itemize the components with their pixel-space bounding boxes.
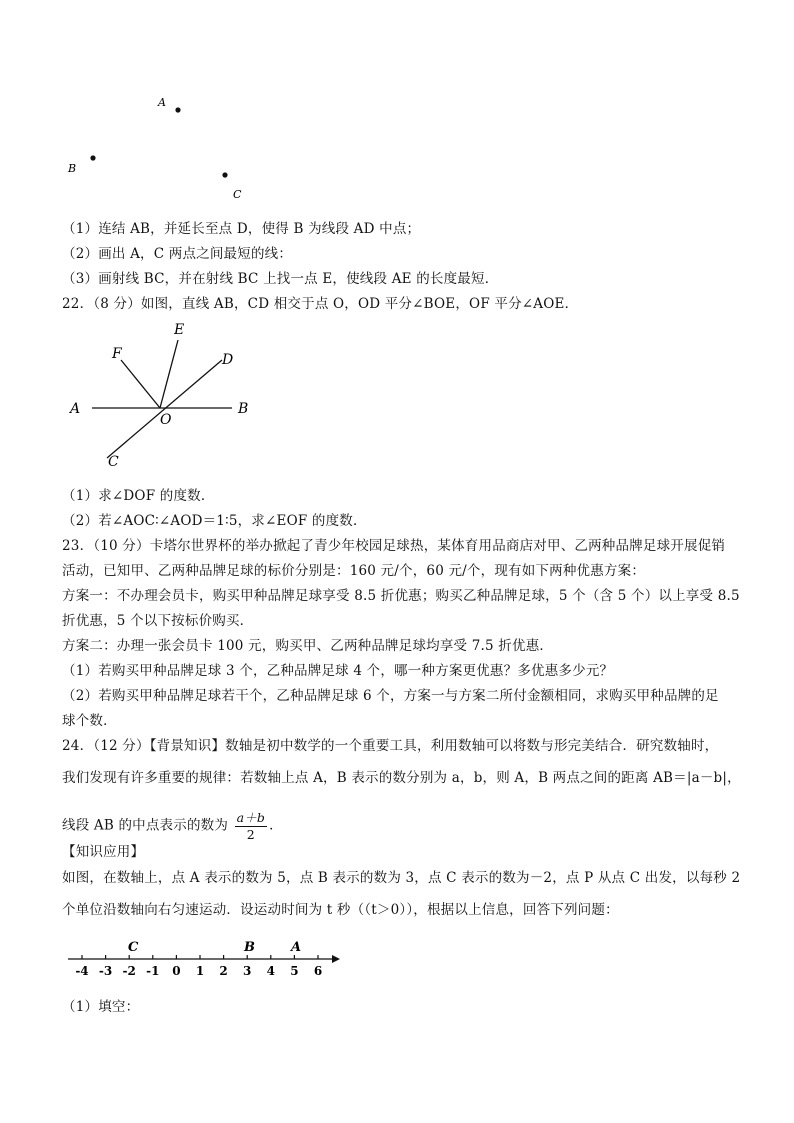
axis-tick-label: 3 bbox=[243, 964, 252, 978]
q23-line-6: （1）若购买甲种品牌足球 3 个，乙种品牌足球 4 个，哪一种方案更优惠？多优惠多少元？ bbox=[62, 663, 614, 679]
axis-tick-label: 6 bbox=[313, 964, 323, 978]
axis-point-c-label: C bbox=[128, 940, 139, 955]
axis-tick-label: 2 bbox=[219, 964, 228, 978]
q24-line-3-start: 线段 AB 的中点表示的数为 bbox=[62, 817, 229, 834]
q21-step-1: （1）连结 AB，并延长至点 D，使得 B 为线段 AD 中点； bbox=[62, 221, 421, 237]
axis-point-a-label: A bbox=[291, 940, 302, 955]
q22-part-2: （2）若∠AOC∶∠AOD＝1∶5，求∠EOF 的度数． bbox=[62, 513, 367, 529]
q22-figure bbox=[62, 318, 272, 473]
ray-of bbox=[121, 360, 160, 408]
q24-midpoint-text bbox=[62, 810, 283, 842]
label-b: B bbox=[238, 401, 249, 417]
fraction-denominator: 2 bbox=[246, 826, 255, 842]
axis-tick-label: -1 bbox=[146, 964, 160, 978]
axis-tick-label: 5 bbox=[290, 964, 299, 978]
point-b-dot bbox=[90, 155, 95, 160]
axis-tick-label: 0 bbox=[172, 964, 181, 978]
axis-point-b-label: B bbox=[244, 940, 255, 955]
q24-part-1: （1）填空： bbox=[62, 999, 140, 1015]
point-c-dot bbox=[222, 172, 227, 177]
q23-line-3: 方案一：不办理会员卡，购买甲种品牌足球享受 8.5 折优惠；购买乙种品牌足球，5 个（含 5 个）以上享受 8.5 bbox=[62, 588, 740, 604]
point-a-dot bbox=[175, 107, 180, 112]
number-line bbox=[62, 935, 352, 980]
line-cd bbox=[107, 360, 222, 458]
label-o: O bbox=[160, 412, 172, 428]
q23-line-5: 方案二：办理一张会员卡 100 元，购买甲、乙两种品牌足球均享受 7.5 折优惠． bbox=[62, 638, 554, 654]
q23-line-1: 23．（10 分）卡塔尔世界杯的举办掀起了青少年校园足球热，某体育用品商店对甲、乙两种品牌足球开展促销 bbox=[62, 538, 726, 554]
point-c-label: C bbox=[233, 188, 242, 201]
label-f: F bbox=[112, 346, 122, 362]
ray-oe bbox=[160, 340, 178, 408]
q22-part-1: （1）求∠DOF 的度数． bbox=[62, 488, 215, 504]
q24-line-2: 我们发现有许多重要的规律：若数轴上点 A，B 表示的数分别为 a，b，则 A，B 两点之间的距离 AB＝|a－b|， bbox=[62, 770, 741, 786]
label-c: C bbox=[108, 454, 119, 470]
axis-tick-label: 1 bbox=[195, 964, 205, 978]
q24-line-6: 个单位沿数轴向右匀速运动．设运动时间为 t 秒（（t＞0）），根据以上信息，回答下列问题： bbox=[62, 902, 619, 918]
q24-line-1: 24．（12 分）【背景知识】数轴是初中数学的一个重要工具，利用数轴可以将数与形完美结合．研究数轴时， bbox=[62, 738, 719, 754]
label-d: D bbox=[222, 352, 234, 368]
axis-tick-label: -4 bbox=[75, 964, 89, 978]
q22-heading: 22．（8 分）如图，直线 AB，CD 相交于点 O，OD 平分∠BOE，OF 平分∠AOE． bbox=[62, 296, 579, 312]
axis-arrow bbox=[332, 955, 340, 963]
q24-line-3-end: ． bbox=[269, 817, 283, 834]
point-b-label: B bbox=[68, 162, 77, 175]
q23-line-2: 活动，已知甲、乙两种品牌足球的标价分别是：160 元/个，60 元/个，现有如下两种优惠方案： bbox=[62, 563, 646, 579]
q24-line-5: 如图，在数轴上，点 A 表示的数为 5，点 B 表示的数为 3，点 C 表示的数为－2，点 P 从点 C 出发，以每秒 2 bbox=[62, 870, 741, 886]
q24-knowledge-heading: 【知识应用】 bbox=[62, 844, 145, 860]
label-e: E bbox=[174, 322, 185, 338]
q21-step-3: （3）画射线 BC，并在射线 BC 上找一点 E，使线段 AE 的长度最短． bbox=[62, 271, 499, 287]
fraction-numerator: a＋b bbox=[236, 810, 266, 825]
q21-step-2: （2）画出 A，C 两点之间最短的线： bbox=[62, 246, 293, 262]
q21-figure bbox=[60, 88, 280, 208]
axis-tick-label: 4 bbox=[266, 964, 275, 978]
axis-tick-label: -3 bbox=[98, 964, 113, 978]
axis-tick-label: -2 bbox=[122, 964, 136, 978]
midpoint-fraction bbox=[235, 810, 268, 842]
q23-line-7: （2）若购买甲种品牌足球若干个，乙种品牌足球 6 个，方案一与方案二所付金额相同，求购买甲种品牌的足 bbox=[62, 688, 719, 704]
point-a-label: A bbox=[158, 96, 166, 109]
label-a: A bbox=[70, 401, 81, 417]
q23-line-8: 球个数． bbox=[62, 713, 117, 729]
q23-line-4: 折优惠，5 个以下按标价购买． bbox=[62, 613, 254, 629]
